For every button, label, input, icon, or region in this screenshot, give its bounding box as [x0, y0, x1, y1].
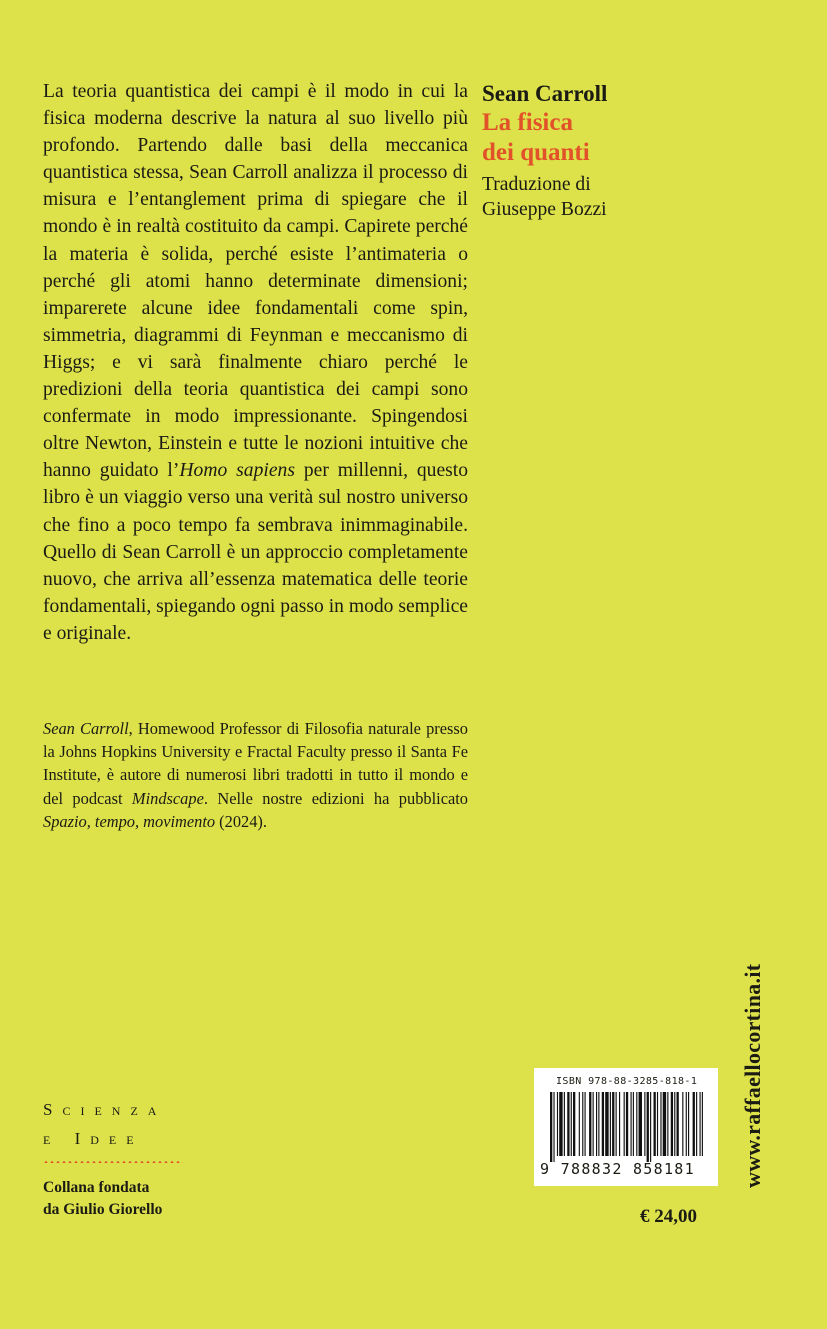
series-founder-line2: da Giulio Giorello	[43, 1201, 163, 1218]
barcode-bar	[573, 1092, 575, 1156]
barcode-bar	[612, 1092, 614, 1156]
barcode-bar	[631, 1092, 632, 1156]
barcode-bar	[667, 1092, 668, 1156]
barcode-bar	[557, 1092, 558, 1156]
barcode-bar	[559, 1092, 562, 1156]
barcode-bar	[589, 1092, 591, 1156]
author-bio-text3: (2024).	[215, 811, 267, 831]
description-paragraph	[43, 78, 468, 647]
series-founder-line1: Collana fondata	[43, 1179, 150, 1196]
barcode-bar	[626, 1092, 628, 1156]
series-name-line2: e Idee	[43, 1129, 144, 1148]
book-title-line2: dei quanti	[482, 139, 590, 166]
barcode-bar	[571, 1092, 572, 1156]
barcode-bar	[633, 1092, 634, 1156]
series-name-line1: Scienza	[43, 1100, 167, 1119]
description-text-part1: La teoria quantistica dei campi è il modo in cui la fisica moderna descrive la natura al suo livello più profondo. Partendo dalle basi della meccanica quantistica stessa, Sean Carroll analizza il processo di misura e l’entanglement prima di spiegare che il mondo è in realtà costituito da campi. Capirete perché la materia è solida, perché esiste l’antimateria o perché gli atomi hanno determinate dimensioni; imparerete alcune idee fondamentali come spin, simmetria, diagrammi di Feynman e meccanismo di Higgs; e vi sarà finalmente chiaro perché le predizioni della teoria quantistica dei campi sono confermate in modo impressionante. Spingendosi oltre Newton, Einstein e tutte le nozioni intuitive che hanno guidato l’	[43, 81, 468, 482]
author-name: Sean Carroll	[482, 81, 608, 106]
barcode-bar	[564, 1092, 565, 1156]
translation-credit	[482, 172, 682, 222]
barcode-bar	[682, 1092, 683, 1156]
barcode-bar	[657, 1092, 658, 1156]
author-bio-book: Spazio, tempo, movimento	[43, 811, 216, 831]
barcode-bar	[696, 1092, 697, 1156]
barcode-graphic	[548, 1092, 708, 1162]
barcode-bar	[593, 1092, 594, 1156]
barcode-bar	[671, 1092, 673, 1156]
author-bio-text1: , Homewood Professor di Filosofia naturale presso la Johns Hopkins University e Fractal Faculty presso il Santa Fe Institute, è autore di numerosi libri tradotti in tutto il mondo e del podcast	[43, 719, 468, 808]
description-italic-term: Homo sapiens	[179, 460, 295, 482]
translator-name: Giuseppe Bozzi	[482, 199, 607, 220]
barcode-bar	[644, 1092, 645, 1156]
barcode-bar	[636, 1092, 637, 1156]
barcode-bar	[647, 1092, 649, 1162]
barcode-bar	[605, 1092, 608, 1156]
translation-label: Traduzione di	[482, 174, 591, 195]
barcode-bar	[596, 1092, 597, 1156]
series-block	[43, 1095, 203, 1221]
barcode-bar	[602, 1092, 604, 1156]
barcode-bar	[619, 1092, 620, 1156]
dotted-divider	[43, 1161, 183, 1163]
barcode-bar	[585, 1092, 586, 1156]
description-text-part2: per millenni, questo libro è un viaggio verso una verità sul nostro universo che fino a poco tempo fa sembrava inimmaginabile. Quello di Sean Carroll è un approccio completamente nuovo, che arriva all’essenza matematica delle teorie fondamentali, spiegando ogni passo in modo semplice e originale.	[43, 460, 469, 644]
barcode-bar	[639, 1092, 642, 1156]
author-bio	[43, 717, 468, 833]
barcode-bar	[567, 1092, 569, 1156]
barcode-bar	[598, 1092, 599, 1156]
author-bio-text2: . Nelle nostre edizioni ha pubblicato	[203, 788, 468, 808]
barcode-bar	[663, 1092, 666, 1156]
barcode-digits: 9 788832 858181	[540, 1160, 695, 1178]
price: € 24,00	[640, 1206, 697, 1227]
author-bio-paragraph	[43, 717, 468, 833]
barcode-bar	[553, 1092, 554, 1162]
barcode-bar	[610, 1092, 611, 1156]
barcode-bar	[686, 1092, 687, 1156]
barcode-bar	[650, 1092, 651, 1162]
title-block	[482, 80, 682, 222]
barcode-bar	[616, 1092, 617, 1156]
barcode-bar	[693, 1092, 695, 1156]
barcode-panel	[534, 1068, 718, 1186]
barcode-bar	[660, 1092, 661, 1156]
author-bio-podcast: Mindscape	[131, 788, 204, 808]
book-description	[43, 78, 468, 647]
barcode-bar	[624, 1092, 625, 1156]
barcode-bar	[579, 1092, 580, 1156]
barcode-bar	[700, 1092, 701, 1156]
book-title-line1: La fisica	[482, 109, 573, 136]
author-bio-name: Sean Carroll	[43, 719, 129, 738]
isbn-label: ISBN 978-88-3285-818-1	[556, 1076, 698, 1087]
barcode-bar	[677, 1092, 679, 1156]
barcode-bar	[688, 1092, 689, 1156]
barcode-bar	[654, 1092, 656, 1156]
barcode-bar	[550, 1092, 552, 1162]
barcode-bar	[674, 1092, 675, 1156]
barcode-bar	[582, 1092, 583, 1156]
barcode-bar	[702, 1092, 703, 1156]
publisher-website: www.raffaellocortina.it	[740, 963, 765, 1188]
